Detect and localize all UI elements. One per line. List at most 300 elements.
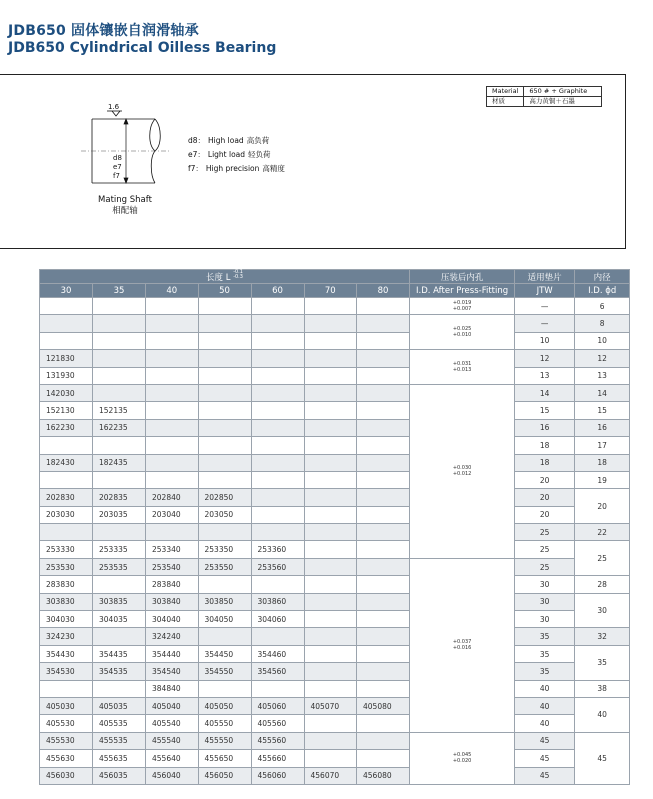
part-number-cell xyxy=(251,524,304,541)
part-number-cell xyxy=(40,437,93,454)
part-number-cell xyxy=(251,471,304,488)
shaft-label-e7: e7 xyxy=(113,163,122,171)
inner-diameter-cell: 30 xyxy=(575,593,630,628)
press-fit-tolerance xyxy=(410,384,515,558)
press-fit-tolerance xyxy=(410,298,515,315)
material-table xyxy=(486,86,602,107)
shaft-caption-cn: 相配轴 xyxy=(112,206,138,216)
part-number-cell: 253360 xyxy=(251,541,304,558)
jtw-cell: 20 xyxy=(515,506,575,523)
part-number-cell xyxy=(198,332,251,349)
part-number-cell xyxy=(198,437,251,454)
part-number-cell xyxy=(40,332,93,349)
part-number-cell xyxy=(40,471,93,488)
part-number-cell: 303850 xyxy=(198,593,251,610)
part-number-cell: 354540 xyxy=(146,663,199,680)
press-fit-tolerance xyxy=(410,732,515,784)
part-number-cell xyxy=(357,576,410,593)
id-header-en: I.D. ϕd xyxy=(575,284,630,298)
shaft-caption-en: Mating Shaft xyxy=(98,195,152,205)
part-number-cell: 354550 xyxy=(198,663,251,680)
table-row xyxy=(40,454,630,471)
part-number-cell: 354430 xyxy=(40,645,93,662)
note-f7: f7： High precision 高精度 xyxy=(188,164,285,173)
part-number-cell: 283830 xyxy=(40,576,93,593)
part-number-cell xyxy=(304,350,357,367)
part-number-cell xyxy=(357,332,410,349)
part-number-cell xyxy=(251,437,304,454)
part-number-cell: 304030 xyxy=(40,611,93,628)
jtw-cell: 35 xyxy=(515,628,575,645)
part-number-cell: 455530 xyxy=(40,732,93,749)
part-number-cell: 405070 xyxy=(304,697,357,714)
part-number-cell: 202835 xyxy=(93,489,146,506)
tolerance-lower: +0.007 xyxy=(452,306,472,313)
part-number-cell xyxy=(304,367,357,384)
length-col-70: 70 xyxy=(304,284,357,298)
tolerance-upper: +0.025 xyxy=(452,326,472,333)
inner-diameter-cell: 45 xyxy=(575,732,630,784)
material-label-en: Material xyxy=(487,87,524,97)
part-number-cell xyxy=(357,750,410,767)
part-number-cell: 455540 xyxy=(146,732,199,749)
part-number-cell: 182435 xyxy=(93,454,146,471)
part-number-cell: 405080 xyxy=(357,697,410,714)
part-number-cell: 324240 xyxy=(146,628,199,645)
part-number-cell xyxy=(251,315,304,332)
table-row xyxy=(40,541,630,558)
table-row xyxy=(40,732,630,749)
part-number-cell: 455535 xyxy=(93,732,146,749)
table-row xyxy=(40,402,630,419)
jtw-cell: 15 xyxy=(515,402,575,419)
part-number-cell xyxy=(251,298,304,315)
jtw-cell: 18 xyxy=(515,454,575,471)
tolerance-upper: +0.031 xyxy=(452,361,472,368)
table-row xyxy=(40,419,630,436)
part-number-cell xyxy=(251,680,304,697)
part-number-cell: 456070 xyxy=(304,767,357,784)
part-number-cell xyxy=(304,680,357,697)
inner-diameter-cell: 38 xyxy=(575,680,630,697)
inner-diameter-cell: 19 xyxy=(575,471,630,488)
inner-diameter-cell: 15 xyxy=(575,402,630,419)
part-number-cell xyxy=(198,454,251,471)
part-number-cell: 354440 xyxy=(146,645,199,662)
part-number-cell xyxy=(357,593,410,610)
part-number-cell xyxy=(146,437,199,454)
part-number-cell: 405540 xyxy=(146,715,199,732)
part-number-cell xyxy=(357,437,410,454)
part-number-cell: 354560 xyxy=(251,663,304,680)
inner-diameter-cell: 16 xyxy=(575,419,630,436)
press-fit-header-en: I.D. After Press-Fitting xyxy=(410,284,515,298)
jtw-cell: 16 xyxy=(515,419,575,436)
part-number-cell xyxy=(357,715,410,732)
shaft-label-f7: f7 xyxy=(113,172,120,180)
part-number-cell: 253330 xyxy=(40,541,93,558)
part-number-cell xyxy=(146,419,199,436)
part-number-cell: 253340 xyxy=(146,541,199,558)
part-number-cell: 283840 xyxy=(146,576,199,593)
part-number-cell: 405560 xyxy=(251,715,304,732)
part-number-cell xyxy=(304,750,357,767)
header-row-1 xyxy=(40,270,630,284)
part-number-cell: 324230 xyxy=(40,628,93,645)
length-col-80: 80 xyxy=(357,284,410,298)
part-number-cell xyxy=(93,628,146,645)
inner-diameter-cell: 18 xyxy=(575,454,630,471)
part-number-cell xyxy=(40,680,93,697)
inner-diameter-cell: 32 xyxy=(575,628,630,645)
part-number-cell: 304040 xyxy=(146,611,199,628)
inner-diameter-cell: 22 xyxy=(575,524,630,541)
part-number-cell xyxy=(198,402,251,419)
jtw-cell: 13 xyxy=(515,367,575,384)
material-label-cn: 材质 xyxy=(487,97,524,107)
part-number-cell: 456035 xyxy=(93,767,146,784)
header-row-2 xyxy=(40,284,630,298)
part-number-cell xyxy=(304,437,357,454)
press-fit-tolerance xyxy=(410,350,515,385)
mating-shaft-drawing xyxy=(76,100,186,190)
table-row xyxy=(40,384,630,401)
part-number-cell xyxy=(198,350,251,367)
part-number-cell: 152135 xyxy=(93,402,146,419)
part-number-cell xyxy=(93,350,146,367)
part-number-cell xyxy=(146,367,199,384)
part-number-cell xyxy=(304,471,357,488)
part-number-cell xyxy=(146,402,199,419)
part-number-cell: 405030 xyxy=(40,697,93,714)
bearing-size-table xyxy=(39,269,630,785)
jtw-cell: — xyxy=(515,315,575,332)
part-number-cell xyxy=(93,332,146,349)
inner-diameter-cell: 13 xyxy=(575,367,630,384)
roughness-icon xyxy=(107,111,122,116)
part-number-cell xyxy=(198,298,251,315)
part-number-cell: 202850 xyxy=(198,489,251,506)
tolerance-lower: +0.016 xyxy=(452,645,472,652)
id-header-cn: 内径 xyxy=(575,270,630,284)
inner-diameter-cell: 40 xyxy=(575,697,630,732)
part-number-cell: 203040 xyxy=(146,506,199,523)
part-number-cell xyxy=(357,645,410,662)
part-number-cell xyxy=(304,663,357,680)
part-number-cell: 304035 xyxy=(93,611,146,628)
tolerance-lower: +0.013 xyxy=(452,367,472,374)
part-number-cell xyxy=(198,419,251,436)
part-number-cell: 455640 xyxy=(146,750,199,767)
part-number-cell xyxy=(304,732,357,749)
jtw-cell: 10 xyxy=(515,332,575,349)
part-number-cell: 405035 xyxy=(93,697,146,714)
part-number-cell xyxy=(357,732,410,749)
length-header: 长度 L -0.1 -0.3 xyxy=(40,270,410,284)
table-row xyxy=(40,593,630,610)
table-row xyxy=(40,350,630,367)
table-row xyxy=(40,315,630,332)
part-number-cell: 456080 xyxy=(357,767,410,784)
part-number-cell: 304060 xyxy=(251,611,304,628)
part-number-cell xyxy=(146,384,199,401)
part-number-cell: 253530 xyxy=(40,558,93,575)
jtw-cell: — xyxy=(515,298,575,315)
part-number-cell xyxy=(357,298,410,315)
part-number-cell xyxy=(40,315,93,332)
part-number-cell: 202830 xyxy=(40,489,93,506)
table-row xyxy=(40,697,630,714)
part-number-cell xyxy=(251,332,304,349)
part-number-cell: 354435 xyxy=(93,645,146,662)
part-number-cell xyxy=(357,402,410,419)
part-number-cell: 142030 xyxy=(40,384,93,401)
part-number-cell: 303835 xyxy=(93,593,146,610)
jtw-cell: 40 xyxy=(515,697,575,714)
part-number-cell xyxy=(304,419,357,436)
part-number-cell xyxy=(357,541,410,558)
part-number-cell xyxy=(93,524,146,541)
tolerance-upper: +0.030 xyxy=(452,465,472,472)
part-number-cell xyxy=(198,680,251,697)
part-number-cell: 455650 xyxy=(198,750,251,767)
part-number-cell xyxy=(304,315,357,332)
part-number-cell xyxy=(304,402,357,419)
part-number-cell xyxy=(304,715,357,732)
part-number-cell: 253335 xyxy=(93,541,146,558)
part-number-cell xyxy=(357,419,410,436)
part-number-cell: 152130 xyxy=(40,402,93,419)
inner-diameter-cell: 28 xyxy=(575,576,630,593)
part-number-cell xyxy=(93,315,146,332)
part-number-cell xyxy=(251,402,304,419)
table-row xyxy=(40,576,630,593)
table-row xyxy=(40,489,630,506)
shaft-label-d8: d8 xyxy=(113,154,122,162)
press-fit-tolerance xyxy=(410,558,515,732)
jtw-header-cn: 适用垫片 xyxy=(515,270,575,284)
tolerance-lower: +0.020 xyxy=(452,758,472,765)
jtw-header-en: JTW xyxy=(515,284,575,298)
length-col-30: 30 xyxy=(40,284,93,298)
material-value-cn: 高力黄铜＋石墨 xyxy=(524,97,602,107)
table-row xyxy=(40,471,630,488)
part-number-cell xyxy=(251,454,304,471)
part-number-cell: 303830 xyxy=(40,593,93,610)
part-number-cell: 203050 xyxy=(198,506,251,523)
part-number-cell xyxy=(304,541,357,558)
bottom-divider xyxy=(0,248,626,249)
part-number-cell: 203030 xyxy=(40,506,93,523)
press-fit-header-cn: 压装后内孔 xyxy=(410,270,515,284)
part-number-cell xyxy=(357,471,410,488)
part-number-cell xyxy=(198,576,251,593)
length-col-40: 40 xyxy=(146,284,199,298)
note-d8: d8： High load 高负荷 xyxy=(188,136,270,145)
jtw-cell: 25 xyxy=(515,541,575,558)
part-number-cell xyxy=(357,558,410,575)
inner-diameter-cell: 25 xyxy=(575,541,630,576)
jtw-cell: 45 xyxy=(515,767,575,784)
part-number-cell xyxy=(251,628,304,645)
part-number-cell xyxy=(304,506,357,523)
part-number-cell xyxy=(357,680,410,697)
part-number-cell: 253560 xyxy=(251,558,304,575)
part-number-cell xyxy=(198,384,251,401)
part-number-cell xyxy=(304,298,357,315)
part-number-cell xyxy=(93,384,146,401)
part-number-cell: 162235 xyxy=(93,419,146,436)
part-number-cell: 203035 xyxy=(93,506,146,523)
part-number-cell: 131930 xyxy=(40,367,93,384)
tolerance-lower: +0.010 xyxy=(452,332,472,339)
tolerance-upper: +0.037 xyxy=(452,639,472,646)
part-number-cell: 304050 xyxy=(198,611,251,628)
part-number-cell xyxy=(357,454,410,471)
note-e7: e7： Light load 轻负荷 xyxy=(188,150,271,159)
part-number-cell: 405040 xyxy=(146,697,199,714)
table-row xyxy=(40,663,630,680)
inner-diameter-cell: 14 xyxy=(575,384,630,401)
inner-diameter-cell: 17 xyxy=(575,437,630,454)
part-number-cell xyxy=(198,367,251,384)
part-number-cell xyxy=(251,367,304,384)
part-number-cell xyxy=(93,437,146,454)
table-row xyxy=(40,645,630,662)
table-row xyxy=(40,628,630,645)
part-number-cell xyxy=(251,506,304,523)
part-number-cell: 455550 xyxy=(198,732,251,749)
part-number-cell xyxy=(93,367,146,384)
jtw-cell: 45 xyxy=(515,750,575,767)
part-number-cell xyxy=(251,576,304,593)
part-number-cell xyxy=(40,524,93,541)
part-number-cell: 456050 xyxy=(198,767,251,784)
jtw-cell: 45 xyxy=(515,732,575,749)
part-number-cell: 456030 xyxy=(40,767,93,784)
title-cn: JDB650 固体镶嵌自润滑轴承 xyxy=(8,23,199,39)
part-number-cell: 354460 xyxy=(251,645,304,662)
load-notes xyxy=(188,134,288,176)
part-number-cell: 253350 xyxy=(198,541,251,558)
table-row xyxy=(40,558,630,575)
part-number-cell: 253535 xyxy=(93,558,146,575)
length-tolerance: -0.1 -0.3 xyxy=(233,269,243,280)
table-row xyxy=(40,332,630,349)
part-number-cell xyxy=(304,332,357,349)
part-number-cell xyxy=(304,489,357,506)
length-col-35: 35 xyxy=(93,284,146,298)
part-number-cell xyxy=(146,454,199,471)
jtw-cell: 35 xyxy=(515,645,575,662)
part-number-cell xyxy=(304,384,357,401)
title-en: JDB650 Cylindrical Oilless Bearing xyxy=(8,40,277,56)
part-number-cell xyxy=(93,471,146,488)
roughness-value: 1.6 xyxy=(108,103,120,111)
jtw-cell: 30 xyxy=(515,611,575,628)
length-col-50: 50 xyxy=(198,284,251,298)
jtw-cell: 20 xyxy=(515,471,575,488)
tolerance-upper: +0.019 xyxy=(452,300,472,307)
part-number-cell: 121830 xyxy=(40,350,93,367)
part-number-cell: 354450 xyxy=(198,645,251,662)
table-row xyxy=(40,715,630,732)
part-number-cell: 253550 xyxy=(198,558,251,575)
press-fit-tolerance xyxy=(410,315,515,350)
part-number-cell xyxy=(357,367,410,384)
part-number-cell: 455660 xyxy=(251,750,304,767)
part-number-cell xyxy=(146,471,199,488)
part-number-cell: 456060 xyxy=(251,767,304,784)
part-number-cell: 455635 xyxy=(93,750,146,767)
jtw-cell: 20 xyxy=(515,489,575,506)
part-number-cell: 354535 xyxy=(93,663,146,680)
inner-diameter-cell: 20 xyxy=(575,489,630,524)
part-number-cell xyxy=(304,611,357,628)
top-divider xyxy=(0,74,626,75)
part-number-cell xyxy=(357,524,410,541)
material-value-en: 650 # + Graphite xyxy=(524,87,602,97)
jtw-cell: 30 xyxy=(515,593,575,610)
part-number-cell: 303860 xyxy=(251,593,304,610)
jtw-cell: 25 xyxy=(515,558,575,575)
part-number-cell xyxy=(198,628,251,645)
table-row xyxy=(40,611,630,628)
part-number-cell: 384840 xyxy=(146,680,199,697)
part-number-cell: 162230 xyxy=(40,419,93,436)
jtw-cell: 30 xyxy=(515,576,575,593)
part-number-cell xyxy=(146,315,199,332)
part-number-cell xyxy=(146,332,199,349)
part-number-cell xyxy=(357,611,410,628)
jtw-cell: 14 xyxy=(515,384,575,401)
part-number-cell xyxy=(357,628,410,645)
part-number-cell xyxy=(146,524,199,541)
right-divider xyxy=(625,74,626,249)
part-number-cell: 405050 xyxy=(198,697,251,714)
part-number-cell xyxy=(93,576,146,593)
part-number-cell: 182430 xyxy=(40,454,93,471)
part-number-cell xyxy=(198,315,251,332)
table-row xyxy=(40,506,630,523)
part-number-cell xyxy=(357,663,410,680)
part-number-cell xyxy=(251,384,304,401)
part-number-cell xyxy=(40,298,93,315)
table-row xyxy=(40,524,630,541)
table-row xyxy=(40,437,630,454)
part-number-cell: 405530 xyxy=(40,715,93,732)
part-number-cell: 405550 xyxy=(198,715,251,732)
part-number-cell xyxy=(93,298,146,315)
part-number-cell: 455560 xyxy=(251,732,304,749)
part-number-cell xyxy=(357,506,410,523)
inner-diameter-cell: 35 xyxy=(575,645,630,680)
jtw-cell: 40 xyxy=(515,680,575,697)
part-number-cell xyxy=(251,489,304,506)
part-number-cell xyxy=(251,419,304,436)
shaft-caption xyxy=(70,195,180,217)
table-row xyxy=(40,367,630,384)
part-number-cell xyxy=(198,471,251,488)
jtw-cell: 40 xyxy=(515,715,575,732)
part-number-cell xyxy=(146,298,199,315)
tolerance-upper: +0.045 xyxy=(452,752,472,759)
jtw-cell: 25 xyxy=(515,524,575,541)
part-number-cell xyxy=(93,680,146,697)
part-number-cell xyxy=(304,628,357,645)
part-number-cell: 202840 xyxy=(146,489,199,506)
part-number-cell xyxy=(304,524,357,541)
